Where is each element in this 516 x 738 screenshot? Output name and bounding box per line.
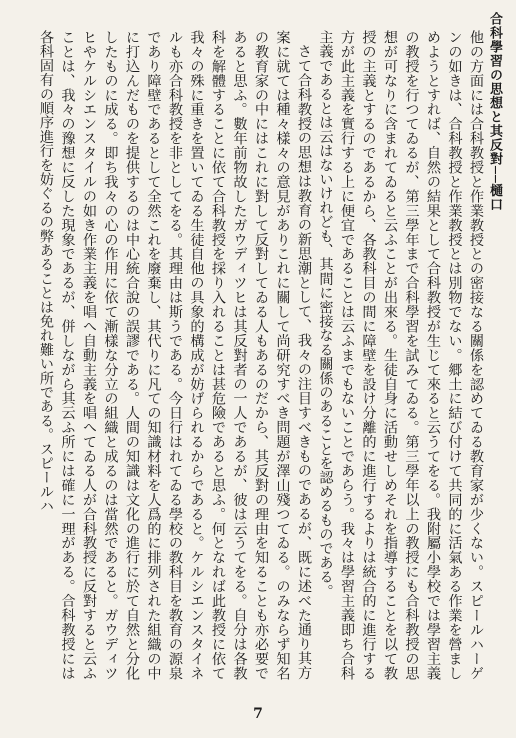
body-text: [16, 30, 486, 680]
paragraph: 他の方面には合科教授と作業教授との密接なる關係を認めてゐる教育家が少くない。スピールハーゲンの如きは、合科教授と作業教授とは別物でない。郷土に結び付けて共同的に活氣ある作業を營ましめようとすれば、自然の結果として合科教授が生じて來ると云うてをる。我附屬小學校では學習主義の教授を行つてゐるが、第三學年まで合科學習を試みてゐる。第三學年以上の教授にも合科教授の思想が可なりに含まれてゐると云ふことが出來る。生徒自身に活動せしめそれを指導することを以て教授の主義とするのであるから、各教科目の間に障壁を設け分離的に進行するよりは統合的に進行する方が此主義を實行する上に便宜であることは云ふまでもないことであらう。我々は學習主義即ち合科主義であるとは云はないけれども、其間に密接なる關係のあることを認めるものである。: [317, 30, 484, 680]
running-head: 合科學習の思想と其反對──樋口: [487, 12, 502, 212]
page-number: 7: [253, 706, 263, 722]
paragraph: さて合科教授の思想は教育の新思潮として、我々の注目すべきものであるが、既に述べた通り其方案に就ては種々樣々の意見がありこれに關して尚研究すべき問題が澤山殘つてゐる。のみならず知名の教育家の中にはこれに對して反對してゐる人もあるのだから、其反對の理由を知ることも亦必要であると思ふ。數年前物故したガウディツヒは其反對者の一人であるが、彼は云うてをる。自分は各教科を解體することに依て合科教授を採り入れることは甚危險であると思ふ。何となれば此教授に依て我々の殊に重きを置いてゐる生徒自他の具象的構成が妨げられるからであると。ケルシエンスタイネルも亦合科教授を非としてをる。其理由は斯うである。今日行はれてゐる學校の教科目を教育の源泉であり障壁であるとして全然これを廢棄し、其代りに凡ての知識材料を人爲的に排列された組織の中に打込んだものを提供するのは中心統合說の誤謬である。人間の知識は文化の進行に於て自然と分化したものに成る。即ち我々の心の作用に依て漸樣な分立の組織と成るのは當然であると。ガウディツヒやケルシエンスタイルの如き作業主義を唱へ自動主義を唱へてゐる人が合科教授に反對すると云ふことは、我々の豫想に反した現象であるが、併しながら其云ふ所には確に一理がある。合科教授には各科固有の順序進行を妨ぐるの弊あることは免れ難い所である。スピールハ: [38, 30, 312, 680]
